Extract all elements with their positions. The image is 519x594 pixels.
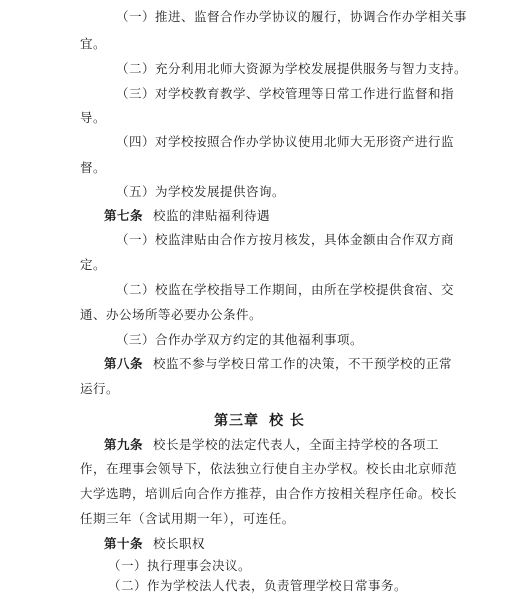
article-text: 校长是学校的法定代表人，全面主持学校的各项工 [153,437,440,452]
paragraph-line: 通、办公场所等必要办公条件。 [80,307,263,322]
article-number: 第八条 [104,356,144,371]
article-7-heading [104,208,270,224]
paragraph-line: （一）推进、监督合作办学协议的履行，协调合作办学相关事 [116,9,468,24]
article-text: 校监不参与学校日常工作的决策，不干预学校的正常 [153,356,453,371]
paragraph-line: 宜。 [80,36,107,51]
article-title: 校监的津贴福利待遇 [153,208,271,223]
paragraph-line: （二）充分利用北师大资源为学校发展提供服务与智力支持。 [116,61,468,76]
paragraph-line: （三）对学校教育教学、学校管理等日常工作进行监督和指 [116,86,455,101]
paragraph-line: 运行。 [80,381,120,396]
article-9-heading [104,437,439,453]
article-number: 第七条 [104,208,144,223]
article-8-heading [104,356,452,372]
paragraph-line: （二）作为学校法人代表，负责管理学校日常事务。 [108,578,408,593]
article-title: 校长职权 [153,536,206,551]
paragraph-line: 作，在理事会领导下，依法独立行使自主办学权。校长由北京师范 [80,461,458,476]
chapter-heading [0,412,519,430]
paragraph-line: 大学选聘，培训后向合作方推荐，由合作方按相关程序任命。校长 [80,486,458,501]
paragraph-line: （五）为学校发展提供咨询。 [116,184,286,199]
paragraph-line: 任期三年（含试用期一年），可连任。 [80,511,295,526]
article-10-heading [104,536,205,552]
paragraph-line: （三）合作办学双方约定的其他福利事项。 [116,332,364,347]
chapter-number: 第三章 [214,413,260,429]
article-number: 第十条 [104,536,144,551]
paragraph-line: 定。 [80,257,107,272]
paragraph-line: （一）执行理事会决议。 [108,558,252,573]
paragraph-line: （一）校监津贴由合作方按月核发，具体金额由合作双方商 [116,232,455,247]
chapter-title: 校 长 [269,413,305,429]
paragraph-line: 导。 [80,110,107,125]
paragraph-line: （二）校监在学校指导工作期间，由所在学校提供食宿、交 [116,282,455,297]
article-number: 第九条 [104,437,144,452]
paragraph-line: 督。 [80,160,107,175]
paragraph-line: （四）对学校按照合作办学协议使用北师大无形资产进行监 [116,134,455,149]
